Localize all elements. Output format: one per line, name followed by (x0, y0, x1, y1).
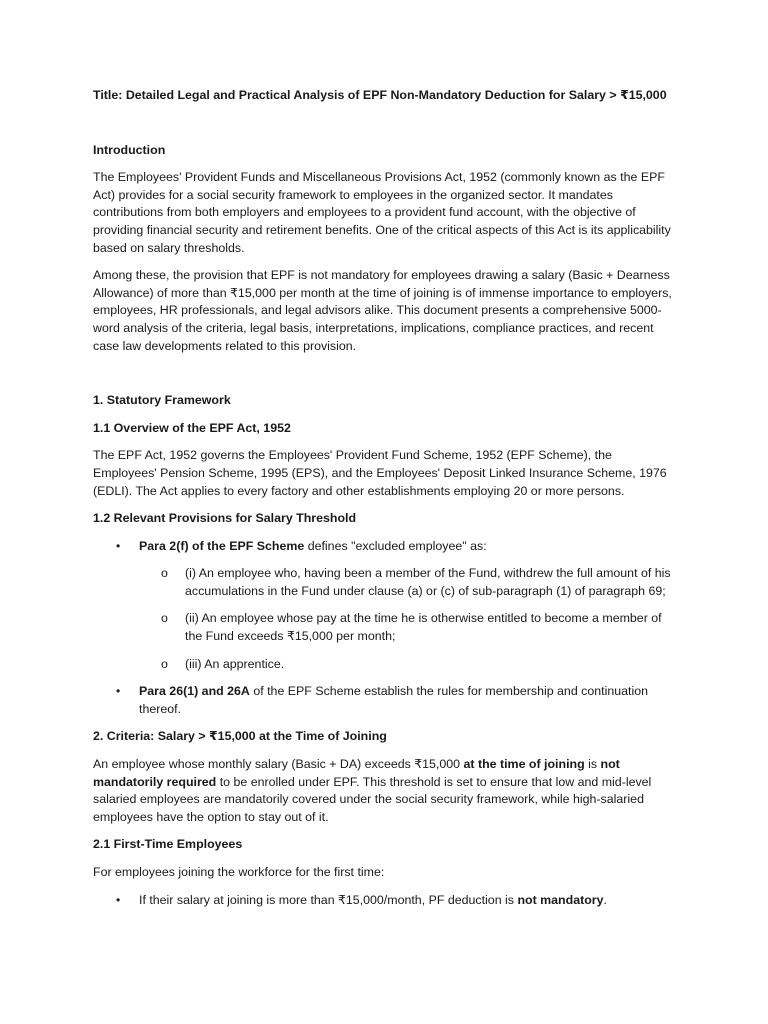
sublist-item (139, 656, 677, 674)
section-2-text-a: An employee whose monthly salary (Basic + DA) exceeds ₹15,000 (93, 757, 464, 772)
section-2-text-b: is (584, 757, 601, 772)
sublist-marker: o (161, 566, 168, 581)
section-2-bold-b: not mandatorily required (93, 757, 620, 789)
sublist-item (139, 565, 677, 600)
section-1-1-paragraph: The EPF Act, 1952 governs the Employees' Provident Fund Scheme, 1952 (EPF Scheme), the Employees' Pension Scheme, 1995 (EPS), and the Employees' Deposit Linked Insurance Scheme, 1976 (EDLI). The Act applies to every factory and other establishments employing 20 or more persons. (93, 448, 667, 498)
section-1-heading: 1. Statutory Framework (93, 393, 231, 408)
list-item-text: defines "excluded employee" as: (304, 538, 487, 553)
list-item (93, 538, 677, 674)
section-2-heading: 2. Criteria: Salary > ₹15,000 at the Time of Joining (93, 729, 387, 744)
sublist-marker: o (161, 611, 168, 626)
sublist-item (139, 610, 677, 645)
section-2-text-c: to be enrolled under EPF. This threshold is set to ensure that low and mid-level salaried employees are mandatorily covered under the social security framework, while high-salaried employees have the option to stay out of it. (93, 774, 652, 824)
section-2-1-paragraph: For employees joining the workforce for the first time: (93, 865, 385, 879)
list-item (93, 892, 677, 910)
list-item-text: If their salary at joining is more than ₹15,000/month, PF deduction is (139, 892, 518, 907)
section-2-paragraph (93, 756, 677, 826)
section-2-bold-a: at the time of joining (463, 757, 585, 772)
document-body (93, 87, 677, 919)
sublist-item-text: (i) An employee who, having been a member of the Fund, withdrew the full amount of his accumulations in the Fund under clause (a) or (c) of sub-paragraph (1) of paragraph 69; (185, 566, 671, 598)
section-2-1-heading: 2.1 First-Time Employees (93, 837, 243, 852)
sublist-marker: o (161, 656, 168, 671)
list-item-bold: Para 26(1) and 26A (139, 684, 250, 699)
provisions-list (93, 538, 677, 719)
sublist-item-text: (iii) An apprentice. (185, 656, 285, 671)
document-title: Title: Detailed Legal and Practical Analysis of EPF Non-Mandatory Deduction for Salary > ₹15,000 (93, 88, 667, 102)
section-1-2-heading: 1.2 Relevant Provisions for Salary Threshold (93, 511, 357, 526)
section-1-1-heading: 1.1 Overview of the EPF Act, 1952 (93, 420, 291, 435)
excluded-employee-sublist (139, 565, 677, 673)
list-item-bold: Para 2(f) of the EPF Scheme (139, 538, 305, 553)
introduction-paragraph-1: The Employees' Provident Funds and Miscellaneous Provisions Act, 1952 (commonly known as the EPF Act) provides for a social security framework to employees in the organized sector. It mandates contributions from both employers and employees to a provident fund account, with the objective of providing financial security and retirement benefits. One of the critical aspects of this Act is its applicability based on salary thresholds. (93, 170, 671, 255)
introduction-paragraph-2: Among these, the provision that EPF is not mandatory for employees drawing a salary (Basic + Dearness Allowance) of more than ₹15,000 per month at the time of joining is of immense importance to employers, employees, HR professionals, and legal advisors alike. This document presents a comprehensive 5000-word analysis of the criteria, legal basis, interpretations, implications, compliance practices, and recent case law developments related to this provision. (93, 268, 672, 353)
first-time-employees-list (93, 892, 677, 910)
list-item (93, 683, 677, 718)
sublist-item-text: (ii) An employee whose pay at the time he is otherwise entitled to become a member of the Fund exceeds ₹15,000 per month; (185, 611, 662, 644)
introduction-heading: Introduction (93, 142, 166, 157)
list-item-end: . (603, 892, 607, 907)
list-item-bold: not mandatory (517, 892, 604, 907)
list-item-text: of the EPF Scheme establish the rules for membership and continuation thereof. (139, 684, 648, 716)
